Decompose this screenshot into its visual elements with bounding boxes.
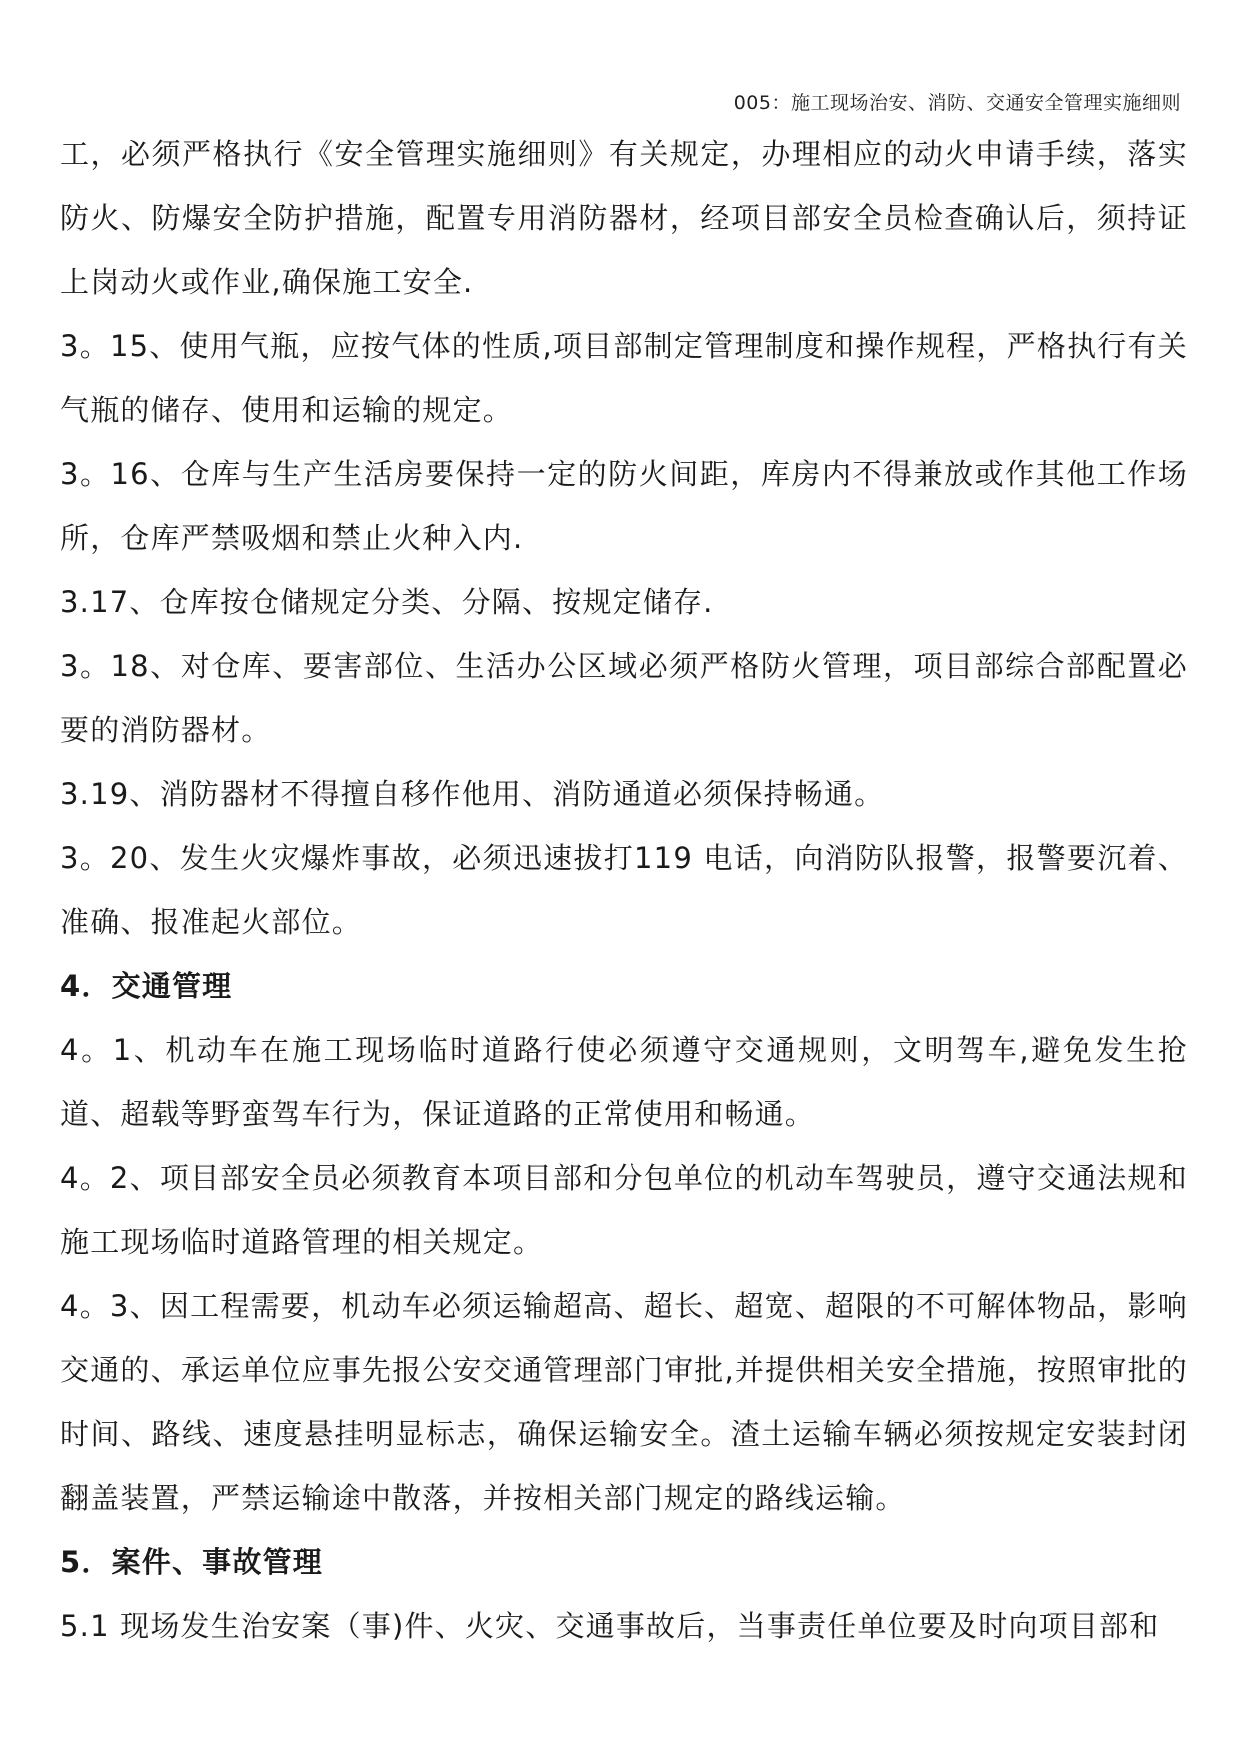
section-heading-traffic: 4．交通管理 (60, 969, 233, 1003)
paragraph-4-3: 4。3、因工程需要，机动车必须运输超高、超长、超宽、超限的不可解体物品，影响交通的、承运单位应事先报公安交通管理部门审批,并提供相关安全措施，按照审批的时间、路线、速度悬挂明显标志，确保运输安全。渣土运输车辆必须按规定安装封闭翻盖装置，严禁运输途中散落，并按相关部门规定的路线运输。 (60, 1289, 1188, 1515)
paragraph-fire-work: 工，必须严格执行《安全管理实施细则》有关规定，办理相应的动火申请手续，落实防火、防爆安全防护措施，配置专用消防器材，经项目部安全员检查确认后，须持证上岗动火或作业,确保施工安全. (60, 137, 1188, 299)
paragraph-3-15: 3。15、使用气瓶，应按气体的性质,项目部制定管理制度和操作规程，严格执行有关气瓶的储存、使用和运输的规定。 (60, 329, 1188, 427)
document-body (60, 122, 1188, 1658)
paragraph-3-19: 3.19、消防器材不得擅自移作他用、消防通道必须保持畅通。 (60, 777, 885, 811)
paragraph-3-18: 3。18、对仓库、要害部位、生活办公区域必须严格防火管理，项目部综合部配置必要的消防器材。 (60, 649, 1188, 747)
paragraph-3-17: 3.17、仓库按仓储规定分类、分隔、按规定储存. (60, 585, 714, 619)
paragraph-3-20: 3。20、发生火灾爆炸事故，必须迅速拔打119 电话，向消防队报警，报警要沉着、准确、报准起火部位。 (60, 841, 1188, 939)
paragraph-4-2: 4。2、项目部安全员必须教育本项目部和分包单位的机动车驾驶员，遵守交通法规和施工现场临时道路管理的相关规定。 (60, 1161, 1188, 1259)
section-heading-incidents: 5．案件、事故管理 (60, 1545, 323, 1579)
page-header: 005：施工现场治安、消防、交通安全管理实施细则 (733, 92, 1181, 114)
paragraph-3-16: 3。16、仓库与生产生活房要保持一定的防火间距，库房内不得兼放或作其他工作场所，仓库严禁吸烟和禁止火种入内. (60, 457, 1188, 555)
paragraph-5-1: 5.1 现场发生治安案（事)件、火灾、交通事故后，当事责任单位要及时向项目部和 (60, 1609, 1160, 1643)
paragraph-4-1: 4。1、机动车在施工现场临时道路行使必须遵守交通规则，文明驾车,避免发生抢道、超载等野蛮驾车行为，保证道路的正常使用和畅通。 (60, 1033, 1188, 1131)
